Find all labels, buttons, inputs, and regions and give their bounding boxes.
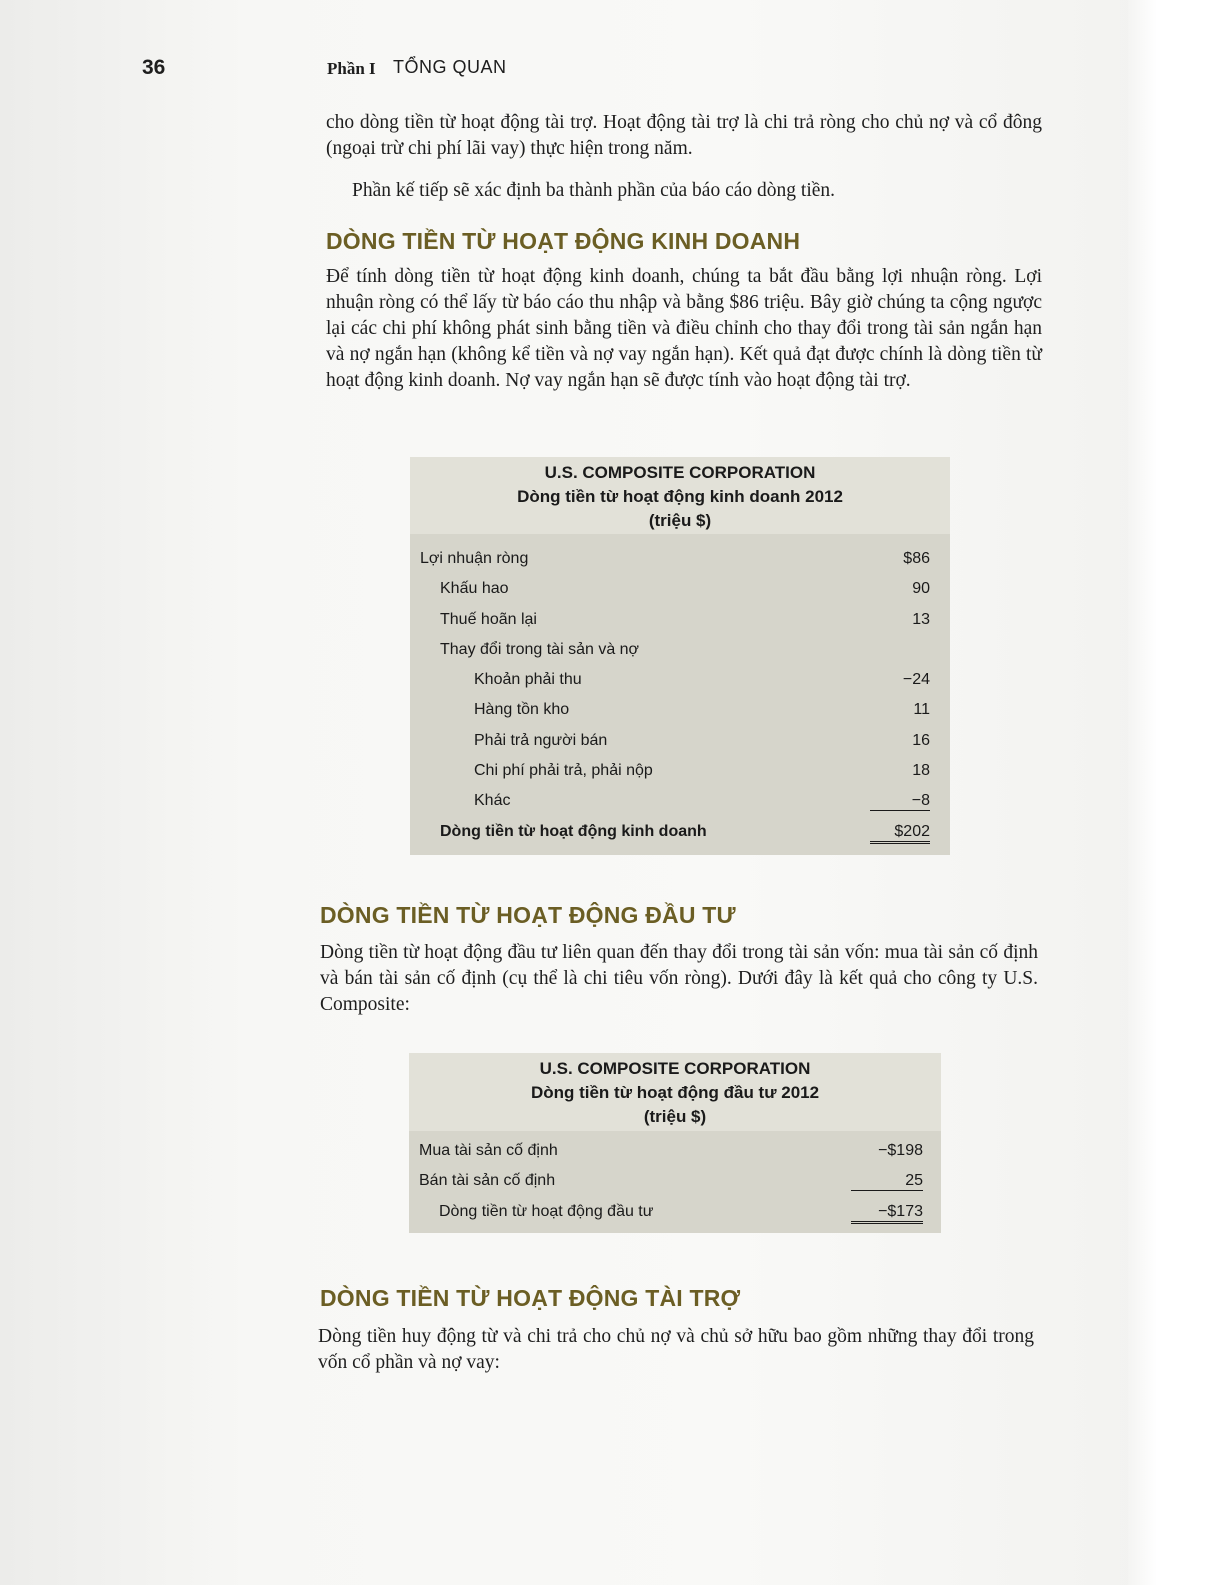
row-label: Dòng tiền từ hoạt động đầu tư [439,1202,654,1220]
intro-paragraph: cho dòng tiền từ hoạt động tài trợ. Hoạt động tài trợ là chi trả ròng cho chủ nợ và cổ đông (ngoại trừ chi phí lãi vay) thực hiện trong năm. [326,112,1042,159]
table-row [410,726,950,756]
page-header [0,56,1225,86]
table-row [410,695,950,725]
table-header [409,1053,941,1131]
section-heading-financing: DÒNG TIỀN TỪ HOẠT ĐỘNG TÀI TRỢ [320,1285,741,1311]
row-value: 11 [913,701,930,719]
row-label: Mua tài sản cố định [419,1142,558,1159]
page-edge [1128,0,1225,1585]
table-row [410,665,950,695]
row-label: Chi phí phải trả, phải nộp [474,762,653,780]
row-label: Khoản phải thu [474,671,582,689]
table-row-total [410,817,950,847]
row-label: Dòng tiền từ hoạt động kinh doanh [440,822,707,840]
section-heading-operating: DÒNG TIỀN TỪ HOẠT ĐỘNG KINH DOANH [326,228,801,254]
table-body [410,534,950,847]
table-row [410,605,950,635]
table-subtitle: Dòng tiền từ hoạt động kinh doanh 2012 [517,487,843,506]
page-number: 36 [142,56,166,79]
row-value: $86 [903,550,930,567]
investing-cashflow-table [409,1053,941,1233]
table-unit: (triệu $) [643,1107,707,1126]
part-label: Phần I [327,59,376,78]
row-label: Khác [474,792,511,810]
row-value: 25 [851,1172,923,1191]
table-row-total [409,1197,941,1227]
row-label: Khấu hao [440,580,509,598]
operating-cashflow-table [410,457,950,855]
row-value: 13 [912,610,930,628]
table-company: U.S. COMPOSITE CORPORATION [544,463,816,482]
row-label: Lợi nhuận ròng [420,550,529,567]
intro-paragraph-2: Phần kế tiếp sẽ xác định ba thành phần của báo cáo dòng tiền. [352,180,836,201]
row-value: 16 [912,731,930,749]
investing-paragraph: Dòng tiền từ hoạt động đầu tư liên quan đến thay đổi trong tài sản vốn: mua tài sản cố định và bán tài sản cố định (cụ thể là chi tiêu vốn ròng). Dưới đây là kết quả cho công ty U.S. Composite: [320,942,1038,1015]
table-header [410,457,950,534]
table-row [410,635,950,665]
row-value: −8 [870,792,930,811]
row-value: 90 [912,580,930,598]
row-label: Hàng tồn kho [474,701,570,719]
row-label: Phải trả người bán [474,731,608,749]
table-unit: (triệu $) [648,511,712,530]
table-row [410,574,950,604]
table-row [409,1136,941,1166]
row-value: −$173 [851,1203,923,1224]
operating-paragraph: Để tính dòng tiền từ hoạt động kinh doanh, chúng ta bắt đầu bằng lợi nhuận ròng. Lợi nhuận ròng có thể lấy từ báo cáo thu nhập và bằng $86 triệu. Bây giờ chúng ta cộng ngược lại các chi phí không phát sinh bằng tiền và điều chỉnh cho thay đổi trong tài sản ngắn hạn và nợ ngắn hạn (không kể tiền và nợ vay ngắn hạn). Kết quả đạt được chính là dòng tiền từ hoạt động kinh doanh. Nợ vay ngắn hạn sẽ được tính vào hoạt động tài trợ. [326,266,1042,391]
row-label: Thay đổi trong tài sản và nợ [440,640,640,658]
table-row [410,544,950,574]
row-label: Thuế hoãn lại [440,610,537,628]
financing-paragraph: Dòng tiền huy động từ và chi trả cho chủ nợ và chủ sở hữu bao gồm những thay đổi trong vốn cổ phần và nợ vay: [318,1326,1034,1373]
table-body [409,1131,941,1227]
table-row [410,786,950,816]
table-row [409,1166,941,1196]
row-label: Bán tài sản cố định [419,1172,556,1190]
section-heading-investing: DÒNG TIỀN TỪ HOẠT ĐỘNG ĐẦU TƯ [320,902,736,928]
table-row [410,756,950,786]
row-value: −$198 [878,1142,923,1159]
part-title: TỔNG QUAN [393,57,507,77]
table-company: U.S. COMPOSITE CORPORATION [539,1059,811,1078]
row-value: −24 [902,671,930,689]
row-value: 18 [912,762,930,780]
table-subtitle: Dòng tiền từ hoạt động đầu tư 2012 [530,1083,820,1102]
row-value: $202 [870,823,930,844]
